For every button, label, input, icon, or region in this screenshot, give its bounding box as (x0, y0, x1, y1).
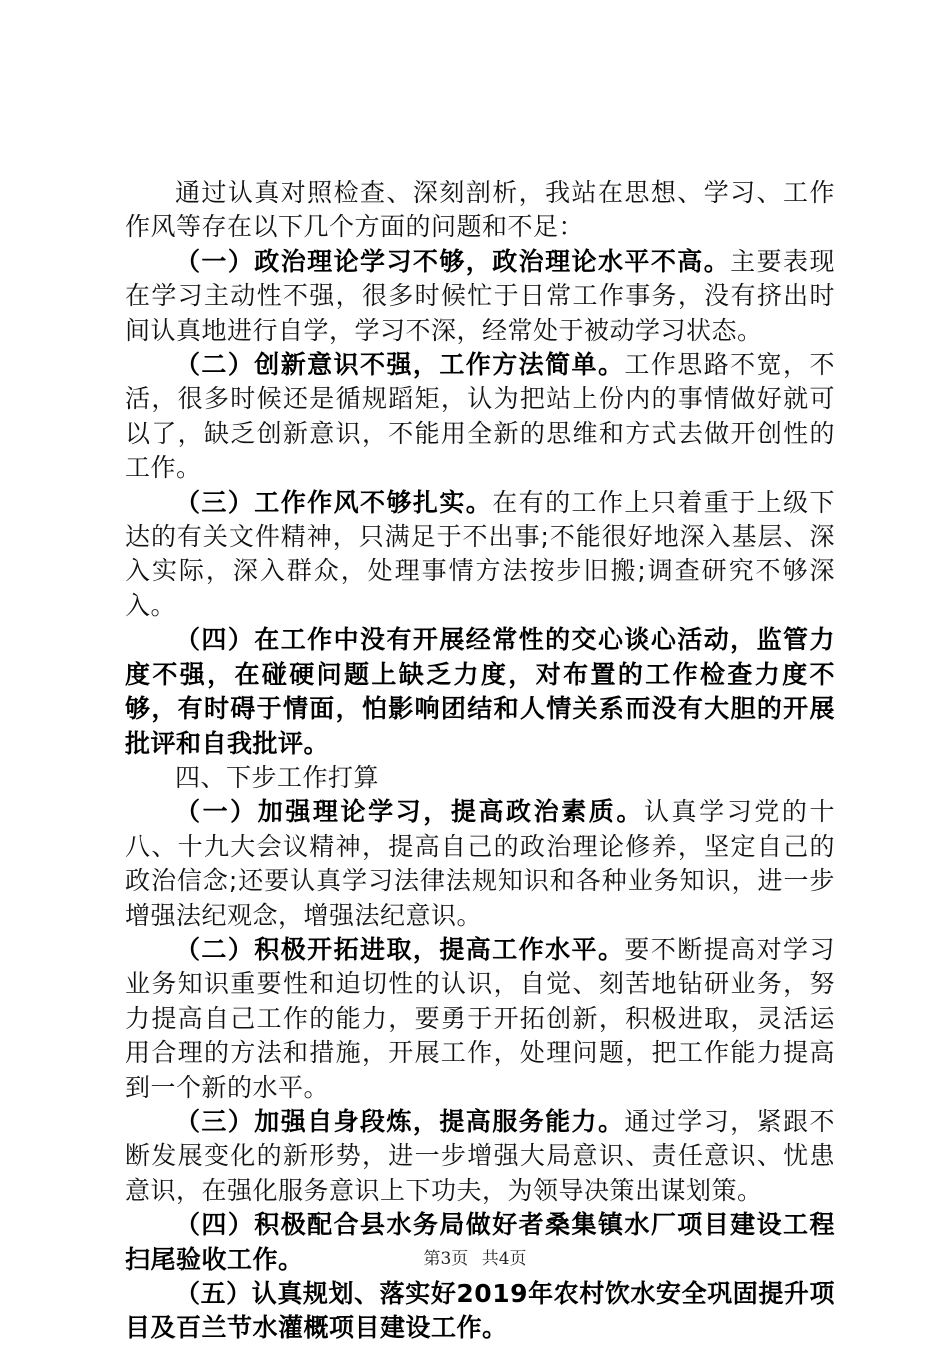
paragraph-lead: （一）政治理论学习不够，政治理论水平不高。 (175, 246, 731, 276)
paragraph-text: 工作思路不宽，不活，很多时候还是循规蹈矩，认为把站上份内的事情做好就可以了，缺乏创新意识，不能用全新的思维和方式去做开创性的工作。 (125, 350, 835, 483)
page-total: 共4页 (481, 1249, 527, 1269)
paragraph-lead: （三）工作作风不够扎实。 (175, 487, 493, 517)
paragraph-text: 通过学习，紧跟不断发展变化的新形势，进一步增强大局意识、责任意识、忧患意识，在强化服务意识上下功夫，为领导决策出谋划策。 (125, 1106, 835, 1205)
section-heading (125, 761, 835, 795)
paragraph-text: 在有的工作上只着重于上级下达的有关文件精神，只满足于不出事;不能很好地深入基层、深入实际，深入群众，处理事情方法按步旧搬;调查研究不够深入。 (125, 487, 835, 620)
paragraph-lead: （五）认真规划、落实好2019年农村饮水安全巩固提升项目及百兰节水灌概项目建设工作。 (125, 1279, 835, 1343)
document-body (125, 176, 835, 1346)
paragraph-lead: （一）加强理论学习，提高政治素质。 (175, 797, 644, 827)
page-number: 第3页 (423, 1249, 469, 1269)
paragraph-lead: （三）加强自身段炼，提高服务能力。 (175, 1106, 625, 1136)
paragraph-text: 主要表现在学习主动性不强，很多时候忙于日常工作事务，没有挤出时间认真地进行自学，学习不深，经常处于被动学习状态。 (125, 246, 835, 345)
paragraph-intro (125, 176, 835, 245)
paragraph-issue-3 (125, 486, 835, 624)
paragraph-issue-1 (125, 245, 835, 348)
paragraph-lead: （四）在工作中没有开展经常性的交心谈心活动，监管力度不强，在碰硬问题上缺乏力度，对布置的工作检查力度不够，有时碍于情面，怕影响团结和人情关系而没有大胆的开展批评和自我批评。 (125, 625, 835, 758)
paragraph-lead: （二）积极开拓进取，提高工作水平。 (175, 934, 625, 964)
paragraph-plan-1 (125, 795, 835, 933)
paragraph-issue-2 (125, 348, 835, 486)
paragraph-plan-3 (125, 1105, 835, 1208)
section-heading-text: 四、下步工作打算 (175, 762, 380, 792)
paragraph-lead: （二）创新意识不强，工作方法简单。 (175, 350, 625, 380)
paragraph-plan-2 (125, 933, 835, 1105)
page-footer (0, 1244, 950, 1269)
paragraph-text: 要不断提高对学习业务知识重要性和迫切性的认识，自觉、刻苦地钻研业务，努力提高自己工作的能力，要勇于开拓创新，积极进取，灵活运用合理的方法和措施，开展工作，处理问题，把工作能力提高到一个新的水平。 (125, 934, 835, 1102)
paragraph-lead: （四）积极配合县水务局做好者桑集镇水厂项目建设工程扫尾验收工作。 (125, 1210, 835, 1274)
paragraph-text: 通过认真对照检查、深刻剖析，我站在思想、学习、工作作风等存在以下几个方面的问题和不足： (125, 178, 835, 242)
paragraph-issue-4 (125, 623, 835, 761)
paragraph-text: 认真学习党的十八、十九大会议精神，提高自己的政治理论修养，坚定自己的政治信念;还要认真学习法律法规知识和各种业务知识，进一步增强法纪观念，增强法纪意识。 (125, 797, 835, 930)
paragraph-plan-5 (125, 1277, 835, 1346)
